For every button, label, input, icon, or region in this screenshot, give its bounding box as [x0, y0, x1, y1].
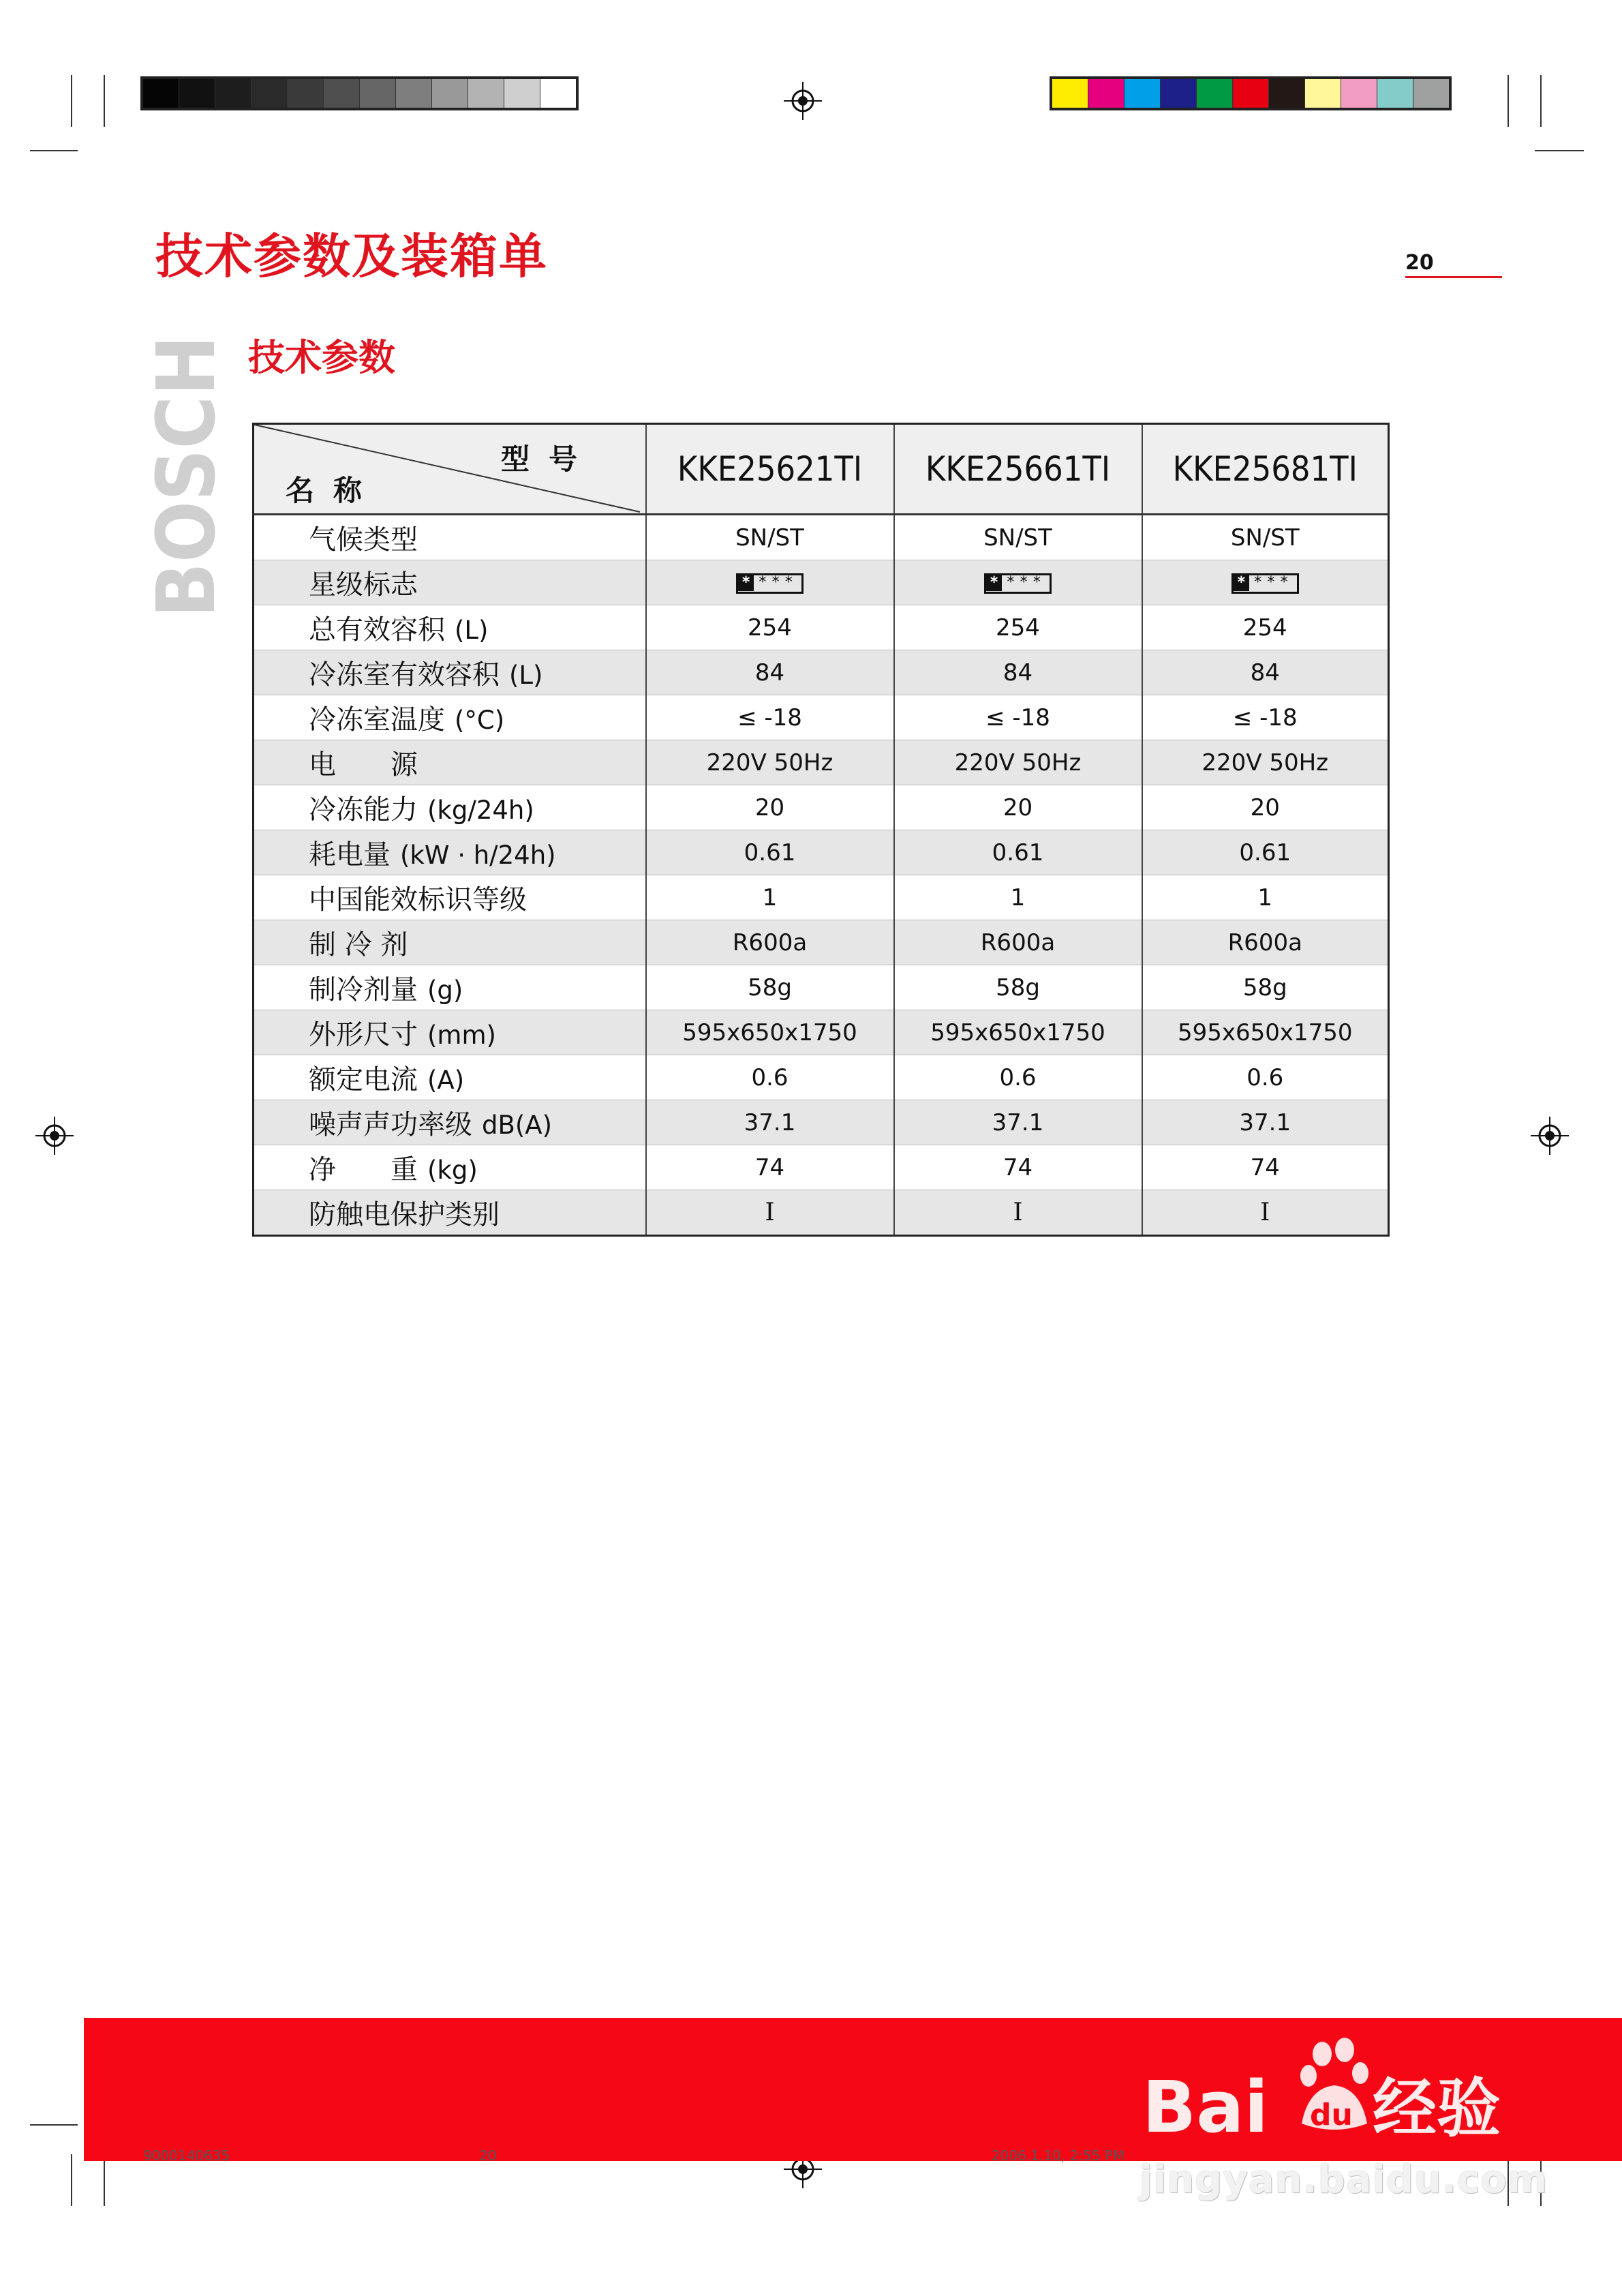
spec-value: 74	[894, 1145, 1142, 1190]
spec-value: 37.1	[1142, 1100, 1389, 1145]
svg-text:du: du	[1310, 2098, 1353, 2132]
spec-unit: (mm)	[427, 1021, 496, 1050]
registration-mark-icon	[1531, 1117, 1569, 1155]
spec-label	[254, 965, 646, 1010]
spec-value: 0.61	[646, 830, 894, 875]
registration-mark-icon	[35, 1117, 74, 1155]
color-swatch	[1377, 79, 1413, 108]
spec-label	[254, 740, 646, 785]
spec-value: 220V 50Hz	[894, 740, 1142, 785]
spec-label-text: 耗电量	[309, 839, 391, 871]
color-swatch	[360, 79, 396, 108]
star-rating-highlight: *	[1234, 574, 1249, 591]
page-number-underline	[1405, 276, 1502, 278]
spec-value: 84	[1142, 650, 1389, 695]
spec-value: R600a	[646, 920, 894, 965]
color-swatch	[1052, 79, 1088, 108]
spec-label	[254, 1055, 646, 1100]
color-swatch	[396, 79, 432, 108]
spec-label	[254, 785, 646, 830]
table-row	[254, 1100, 1389, 1145]
color-swatch	[504, 79, 540, 108]
color-swatch	[1269, 79, 1305, 108]
color-swatch	[179, 79, 215, 108]
spec-value: R600a	[894, 920, 1142, 965]
footer-code: 9000140635	[143, 2147, 230, 2164]
spec-value: 220V 50Hz	[646, 740, 894, 785]
spec-value: 20	[646, 785, 894, 830]
spec-value: 20	[894, 785, 1142, 830]
table-row	[254, 1055, 1389, 1100]
spec-value: 595x650x1750	[894, 1010, 1142, 1055]
spec-label	[254, 1010, 646, 1055]
spec-label-text: 额定电流	[309, 1064, 418, 1096]
star-rating-rest: ***	[758, 574, 797, 591]
spec-value: 0.6	[1142, 1055, 1389, 1100]
spec-value: SN/ST	[1142, 515, 1389, 560]
table-row	[254, 605, 1389, 650]
spec-label	[254, 515, 646, 560]
table-row	[254, 650, 1389, 695]
svg-text:经验: 经验	[1373, 2072, 1501, 2146]
table-row	[254, 785, 1389, 830]
spec-label-text: 净 重	[309, 1154, 418, 1185]
gray-swatch-strip	[140, 76, 579, 110]
crop-mark	[30, 150, 78, 151]
spec-value: 20	[1142, 785, 1389, 830]
model-header: KKE25661TI	[894, 424, 1142, 515]
color-swatch	[1124, 79, 1161, 108]
color-swatch	[215, 79, 251, 108]
table-row	[254, 1010, 1389, 1055]
spec-value	[894, 560, 1142, 605]
color-swatch	[1197, 79, 1233, 108]
spec-label-text: 制冷剂量	[309, 974, 418, 1006]
crop-mark	[30, 2124, 78, 2126]
star-rating-icon	[736, 573, 804, 594]
spec-label-text: 冷冻能力	[309, 794, 418, 826]
spec-label-text: 外形尺寸	[309, 1019, 418, 1051]
crop-mark	[1508, 75, 1509, 127]
spec-value: 74	[1142, 1145, 1389, 1190]
color-swatch	[1341, 79, 1377, 108]
spec-label-text: 气候类型	[309, 524, 418, 556]
spec-label	[254, 830, 646, 875]
spec-unit: (kg/24h)	[427, 796, 534, 825]
table-row	[254, 515, 1389, 560]
spec-value: 58g	[894, 965, 1142, 1010]
spec-unit: (A)	[427, 1066, 465, 1095]
star-rating-icon	[1231, 573, 1299, 594]
star-rating-rest: ***	[1006, 574, 1045, 591]
crop-mark	[1540, 75, 1542, 127]
crop-mark	[104, 2154, 105, 2206]
header-corner-cell	[254, 424, 646, 515]
spec-value: ≤ -18	[1142, 695, 1389, 740]
spec-value: 84	[894, 650, 1142, 695]
spec-value: ≤ -18	[894, 695, 1142, 740]
spec-value: 58g	[646, 965, 894, 1010]
color-swatch	[288, 79, 324, 108]
header-name-label: 名称	[286, 474, 382, 507]
spec-unit: (L)	[455, 616, 489, 645]
table-row	[254, 1190, 1389, 1236]
spec-label-text: 防触电保护类别	[309, 1199, 500, 1230]
spec-value: 595x650x1750	[646, 1010, 894, 1055]
color-swatch	[1413, 79, 1449, 108]
spec-value: I	[1142, 1190, 1389, 1236]
model-header: KKE25681TI	[1142, 424, 1389, 515]
star-rating-rest: ***	[1253, 574, 1293, 591]
spec-value: 0.61	[894, 830, 1142, 875]
spec-value: 220V 50Hz	[1142, 740, 1389, 785]
star-rating-highlight: *	[738, 574, 754, 591]
spec-label	[254, 695, 646, 740]
spec-label-text: 冷冻室温度	[309, 704, 445, 736]
star-rating-highlight: *	[986, 574, 1002, 591]
crop-mark	[71, 75, 72, 127]
spec-value: R600a	[1142, 920, 1389, 965]
spec-label	[254, 1145, 646, 1190]
spec-label-text: 制 冷 剂	[309, 929, 408, 961]
spec-value: 595x650x1750	[1142, 1010, 1389, 1055]
spec-unit: (kW · h/24h)	[400, 841, 556, 870]
crop-mark	[1535, 150, 1584, 151]
bosch-brand-logo	[139, 303, 233, 619]
spec-value: SN/ST	[894, 515, 1142, 560]
spec-unit: (L)	[509, 661, 543, 690]
color-swatch	[251, 79, 288, 108]
spec-value: SN/ST	[646, 515, 894, 560]
color-swatch	[1161, 79, 1197, 108]
spec-label	[254, 920, 646, 965]
spec-label	[254, 650, 646, 695]
table-header-row	[254, 424, 1389, 515]
page-number: 20	[1405, 251, 1434, 275]
color-swatch	[1233, 79, 1269, 108]
spec-label	[254, 1100, 646, 1145]
spec-value: 254	[894, 605, 1142, 650]
spec-label	[254, 875, 646, 920]
spec-label-text: 电 源	[309, 749, 418, 781]
spec-value: 58g	[1142, 965, 1389, 1010]
spec-label-text: 总有效容积	[309, 614, 445, 646]
page-title: 技术参数及装箱单	[155, 228, 548, 284]
spec-label	[254, 1190, 646, 1236]
footer-timestamp: 2006.1.10, 2:55 PM	[992, 2147, 1125, 2164]
crop-mark	[71, 2154, 72, 2206]
spec-value: 0.6	[646, 1055, 894, 1100]
spec-label-text: 星级标志	[309, 569, 418, 601]
spec-table	[252, 423, 1390, 1237]
color-swatch	[468, 79, 504, 108]
table-row	[254, 695, 1389, 740]
svg-text:Bai: Bai	[1142, 2066, 1269, 2149]
spec-label-text: 冷冻室有效容积	[309, 659, 500, 691]
spec-value: ≤ -18	[646, 695, 894, 740]
spec-value: I	[646, 1190, 894, 1236]
model-header: KKE25621TI	[646, 424, 894, 515]
spec-unit: (g)	[427, 976, 463, 1005]
spec-value: 84	[646, 650, 894, 695]
spec-value: 37.1	[646, 1100, 894, 1145]
header-model-label: 型号	[501, 442, 597, 476]
color-swatch	[324, 79, 360, 108]
spec-value	[646, 560, 894, 605]
spec-label	[254, 560, 646, 605]
table-row	[254, 1145, 1389, 1190]
spec-value: 254	[1142, 605, 1389, 650]
color-swatch	[540, 79, 576, 108]
color-swatch	[1305, 79, 1341, 108]
spec-label	[254, 605, 646, 650]
color-swatch-strip	[1050, 76, 1452, 110]
spec-value: 254	[646, 605, 894, 650]
baidu-watermark-logo	[1138, 2035, 1520, 2149]
spec-unit: (°C)	[455, 706, 505, 735]
table-row	[254, 830, 1389, 875]
spec-value: 37.1	[894, 1100, 1142, 1145]
spec-label-text: 中国能效标识等级	[309, 884, 527, 916]
color-swatch	[432, 79, 468, 108]
table-row	[254, 560, 1389, 605]
star-rating-icon	[984, 573, 1052, 594]
spec-value: 1	[1142, 875, 1389, 920]
table-row	[254, 875, 1389, 920]
registration-mark-icon	[784, 82, 822, 120]
spec-value	[1142, 560, 1389, 605]
spec-unit: dB(A)	[482, 1111, 553, 1140]
spec-unit: (kg)	[427, 1155, 478, 1185]
spec-label-text: 噪声声功率级	[309, 1109, 472, 1141]
spec-value: 0.6	[894, 1055, 1142, 1100]
table-row	[254, 965, 1389, 1010]
spec-value: 1	[646, 875, 894, 920]
spec-value: 0.61	[1142, 830, 1389, 875]
svg-text:BOSCH: BOSCH	[139, 303, 233, 618]
table-row	[254, 920, 1389, 965]
spec-value: 74	[646, 1145, 894, 1190]
baidu-watermark-url: jingyan.baidu.com	[1139, 2158, 1548, 2202]
spec-value: 1	[894, 875, 1142, 920]
spec-value: I	[894, 1190, 1142, 1236]
color-swatch	[1088, 79, 1124, 108]
color-swatch	[143, 79, 179, 108]
section-title: 技术参数	[248, 336, 395, 379]
footer-page: 20	[479, 2147, 497, 2164]
table-row	[254, 740, 1389, 785]
crop-mark	[104, 75, 105, 127]
